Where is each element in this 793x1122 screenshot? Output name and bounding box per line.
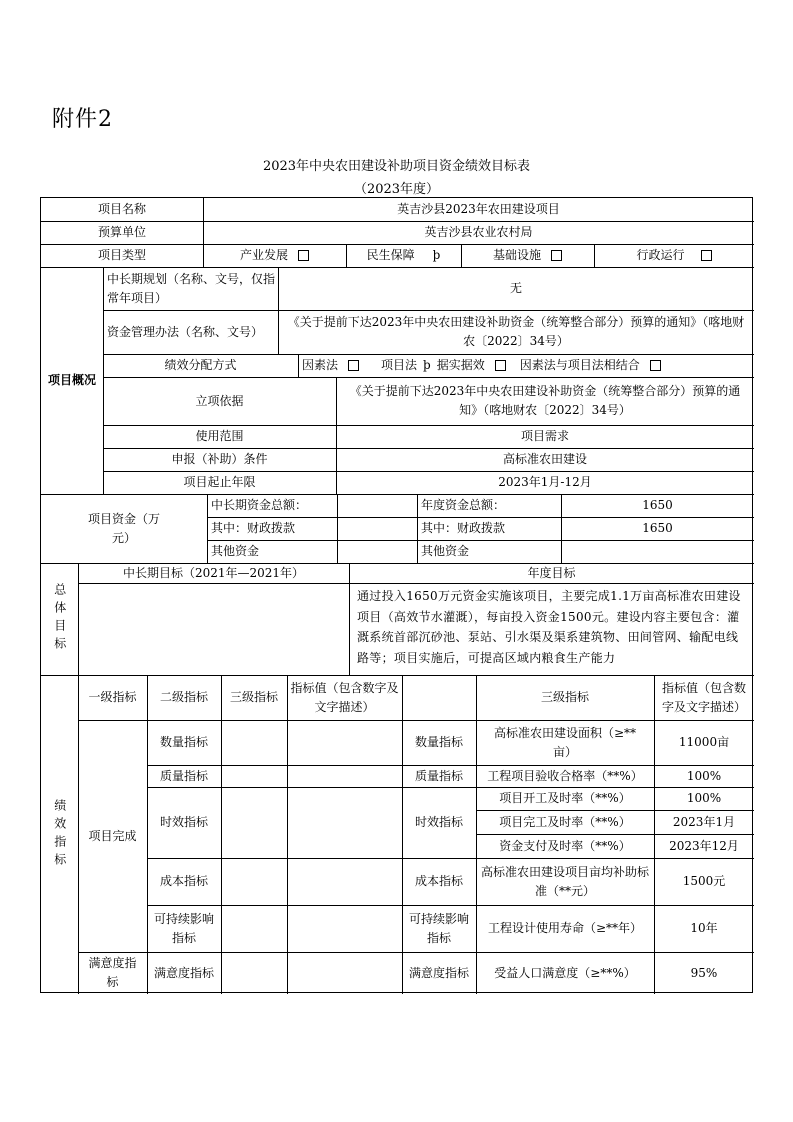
allocation-method-label: 绩效分配方式 — [164, 358, 237, 373]
type-option-industry — [203, 244, 346, 267]
checkbox-icon — [348, 360, 359, 371]
level3-completion-rate: 项目完工及时率（**%） — [499, 814, 631, 829]
level2-cost: 成本指标 — [159, 874, 208, 889]
level3-design-life: 工程设计使用寿命（≥**年） — [487, 921, 643, 936]
level3-start-rate: 项目开工及时率（**%） — [499, 791, 631, 806]
value-completion-rate: 2023年1月 — [672, 814, 736, 829]
mid-total-label: 中长期资金总额： — [211, 498, 308, 513]
usage-scope-label: 使用范围 — [195, 429, 244, 444]
project-basis-label: 立项依据 — [195, 393, 244, 408]
header-value-right: 指标值（包含数字及文字描述） — [661, 680, 746, 714]
alloc-option-combined — [520, 356, 661, 375]
annual-goal-text: 通过投入1650万元资金实施该项目，主要完成1.1万亩高标准农田建设项目（高效节水灌溉），每亩投入资金1500元。建设内容主要包含：灌溉系统首部沉砂池、泵站、引水渠及渠系建筑物、田间管网、输配电线路等；项目实施后，可提高区域内粮食生产能力 — [357, 589, 741, 665]
type-option-livelihood — [346, 244, 461, 267]
alloc-option-label: 因素法 — [302, 358, 339, 373]
annual-other-label: 其他资金 — [421, 544, 470, 559]
mid-fiscal-label: 其中：财政拨款 — [211, 521, 296, 536]
annual-total-value: 1650 — [642, 498, 673, 513]
project-period-value: 2023年1月-12月 — [498, 475, 592, 490]
mid-long-plan-label: 中长期规划（名称、文号，仅指常年项目） — [107, 271, 276, 305]
level3-subsidy-standard: 高标准农田建设项目亩均补助标准（**元） — [480, 864, 649, 898]
alloc-option-label: 据实据效 — [436, 358, 485, 373]
mid-long-goal-header: 中长期目标（2021年—2021年） — [122, 565, 305, 580]
header-level1: 一级指标 — [88, 690, 137, 705]
level1-satisfaction: 满意度指标 — [88, 956, 137, 989]
level2-quantity-right: 数量指标 — [414, 735, 463, 750]
mid-other-label: 其他资金 — [211, 544, 260, 559]
level3-payment-rate: 资金支付及时率（**%） — [499, 838, 631, 853]
project-funds-label: 项目资金（万元） — [87, 511, 160, 545]
level2-quality-right: 质量指标 — [414, 768, 463, 783]
performance-indicators-label: 绩效指标 — [52, 798, 67, 871]
project-type-label: 项目类型 — [97, 248, 146, 263]
value-beneficiary-satisfaction: 95% — [690, 965, 718, 980]
annual-total-label: 年度资金总额： — [421, 498, 506, 513]
subsidy-condition-label: 申报（补助）条件 — [171, 452, 268, 467]
checkbox-icon — [650, 360, 661, 371]
alloc-option-label: 因素法与项目法相结合 — [519, 358, 640, 373]
budget-unit-label: 预算单位 — [97, 225, 146, 240]
document-title: 2023年中央农田建设补助项目资金绩效目标表 — [262, 159, 531, 174]
header-value: 指标值（包含数字及文字描述） — [290, 680, 399, 714]
value-payment-rate: 2023年12月 — [669, 838, 739, 853]
level2-satisfaction: 满意度指标 — [153, 965, 214, 980]
value-acceptance-rate: 100% — [686, 768, 722, 783]
checkbox-icon — [298, 250, 309, 261]
level2-quantity: 数量指标 — [159, 735, 208, 750]
overall-goals-label: 总体目标 — [52, 583, 67, 655]
level2-sustainability: 可持续影响指标 — [153, 911, 214, 945]
level3-acceptance-rate: 工程项目验收合格率（**%） — [487, 768, 643, 783]
alloc-option-project — [381, 356, 506, 375]
annual-fiscal-label: 其中：财政拨款 — [421, 521, 506, 536]
subsidy-condition-value: 高标准农田建设 — [502, 452, 587, 467]
level2-timeliness: 时效指标 — [159, 815, 208, 830]
level2-timeliness-right: 时效指标 — [414, 815, 463, 830]
type-option-label: 产业发展 — [239, 248, 288, 263]
header-level3: 三级指标 — [229, 690, 278, 705]
performance-goal-table — [40, 197, 753, 993]
project-overview-label: 项目概况 — [47, 373, 96, 388]
annual-goal-header: 年度目标 — [527, 565, 576, 580]
level3-farmland-area: 高标准农田建设面积（≥**亩） — [493, 725, 637, 759]
header-level3-right: 三级指标 — [540, 690, 589, 705]
checkbox-icon — [551, 250, 562, 261]
checkbox-icon — [495, 360, 506, 371]
checkbox-icon — [701, 250, 712, 261]
fund-management-value: 《关于提前下达2023年中央农田建设补助资金（统筹整合部分）预算的通知》（喀地财农〔2022〕34号） — [287, 315, 745, 348]
type-option-administration — [594, 244, 754, 267]
value-design-life: 10年 — [690, 921, 718, 936]
budget-unit-value: 英吉沙县农业农村局 — [424, 225, 533, 240]
fund-management-label: 资金管理办法（名称、文号） — [107, 324, 264, 339]
project-basis-value: 《关于提前下达2023年中央农田建设补助资金（统筹整合部分）预算的通知》（喀地财农〔2022〕34号） — [349, 384, 741, 417]
project-name-label: 项目名称 — [97, 202, 146, 217]
level2-satisfaction-right: 满意度指标 — [408, 965, 469, 980]
level3-beneficiary-satisfaction: 受益人口满意度（≥**%） — [494, 965, 636, 980]
alloc-option-label: 项目法 — [381, 358, 418, 373]
value-farmland-area: 11000亩 — [678, 735, 730, 750]
level2-quality: 质量指标 — [159, 768, 208, 783]
project-period-label: 项目起止年限 — [183, 475, 256, 490]
checked-mark-icon: þ — [432, 248, 441, 263]
type-option-label: 民生保障 — [366, 248, 415, 263]
value-start-rate: 100% — [686, 791, 722, 806]
level2-sustainability-right: 可持续影响指标 — [408, 911, 469, 945]
project-name-value: 英吉沙县2023年农田建设项目 — [397, 202, 560, 217]
value-subsidy-standard: 1500元 — [682, 874, 726, 889]
checked-mark-icon: þ — [423, 358, 431, 373]
usage-scope-value: 项目需求 — [520, 429, 569, 444]
level2-cost-right: 成本指标 — [414, 874, 463, 889]
mid-long-plan-value: 无 — [509, 281, 522, 296]
annual-fiscal-value: 1650 — [642, 521, 673, 536]
allocation-method-options — [298, 354, 754, 377]
type-option-label: 行政运行 — [636, 248, 685, 263]
alloc-option-factor — [302, 356, 359, 375]
level1-project-completion: 项目完成 — [88, 828, 137, 843]
type-option-infrastructure — [461, 244, 594, 267]
header-level2: 二级指标 — [159, 690, 208, 705]
document-year: （2023年度） — [353, 182, 440, 197]
attachment-label: 附件2 — [52, 107, 113, 132]
type-option-label: 基础设施 — [492, 248, 541, 263]
